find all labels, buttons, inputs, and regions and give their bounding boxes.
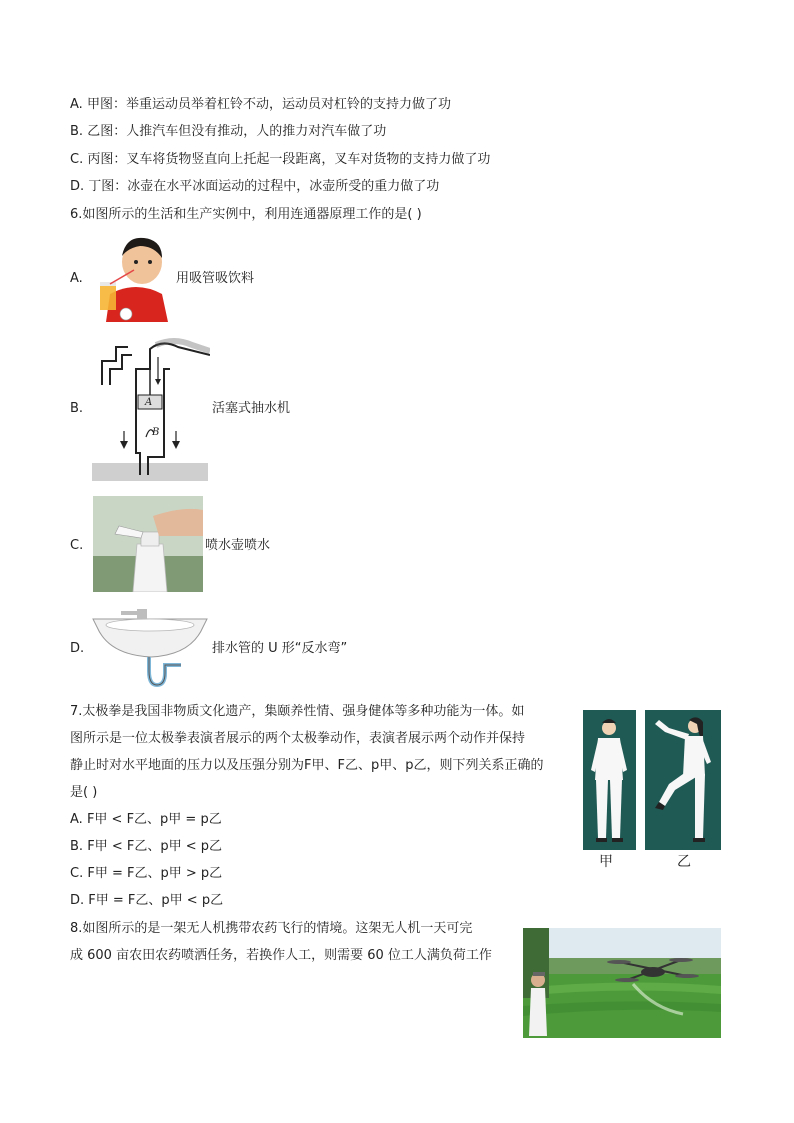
q6-option-d-text: 排水管的 U 形“反水弯”: [212, 641, 348, 656]
caption-jia: 甲: [599, 854, 613, 870]
q6-option-c-letter: C.: [70, 538, 84, 553]
spray-bottle-image: [93, 496, 203, 592]
caption-yi: 乙: [677, 854, 691, 870]
q5-option-b: B. 乙图：人推汽车但没有推动，人的推力对汽车做了功: [70, 124, 387, 139]
q7-option-b: B. F甲 < F乙、p甲 < p乙: [70, 839, 222, 854]
label-a: A: [145, 397, 153, 408]
label-b: B: [152, 427, 160, 438]
q7-stem-line-2: 图所示是一位太极拳表演者展示的两个太极拳动作，表演者展示两个动作并保持: [70, 731, 526, 746]
q5-option-c: C. 丙图：叉车将货物竖直向上托起一段距离，叉车对货物的支持力做了功: [70, 152, 491, 167]
q6-stem: 6.如图所示的生活和生产实例中，利用连通器原理工作的是( ): [70, 207, 422, 222]
q8-stem-line-1: 8.如图所示的是一架无人机携带农药飞行的情境。这架无人机一天可完: [70, 921, 473, 936]
q7-stem-line-1: 7.太极拳是我国非物质文化遗产，集颐养性情、强身健体等多种功能为一体。如: [70, 704, 525, 719]
child-drinking-image: [96, 232, 174, 322]
q6-option-a-text: 用吸管吸饮料: [176, 271, 255, 286]
q6-option-a-letter: A.: [70, 271, 83, 286]
q6-option-d-letter: D.: [70, 641, 85, 656]
q5-option-a: A. 甲图：举重运动员举着杠铃不动，运动员对杠铃的支持力做了功: [70, 97, 451, 112]
q7-option-d: D. F甲 = F乙、p甲 < p乙: [70, 893, 224, 908]
tai-chi-yi-image: [645, 710, 721, 850]
sink-drain-image: [91, 605, 209, 691]
q7-option-c: C. F甲 = F乙、p甲 > p乙: [70, 866, 223, 881]
q6-option-b-letter: B.: [70, 401, 84, 416]
q7-stem-line-3: 静止时对水平地面的压力以及压强分别为F甲、F乙、p甲、p乙，则下列关系正确的: [70, 758, 544, 773]
q6-option-b-text: 活塞式抽水机: [212, 401, 291, 416]
tai-chi-jia-image: [583, 710, 636, 850]
q6-option-c-text: 喷水壶喷水: [205, 538, 271, 553]
q7-option-a: A. F甲 < F乙、p甲 = p乙: [70, 812, 222, 827]
q8-stem-line-2: 成 600 亩农田农药喷洒任务，若换作人工，则需要 60 位工人满负荷工作: [70, 948, 492, 963]
q7-stem-line-4: 是( ): [70, 785, 98, 800]
piston-pump-diagram: [92, 333, 210, 485]
q5-option-d: D. 丁图：冰壶在水平冰面运动的过程中，冰壶所受的重力做了功: [70, 179, 440, 194]
drone-field-image: [523, 928, 721, 1038]
